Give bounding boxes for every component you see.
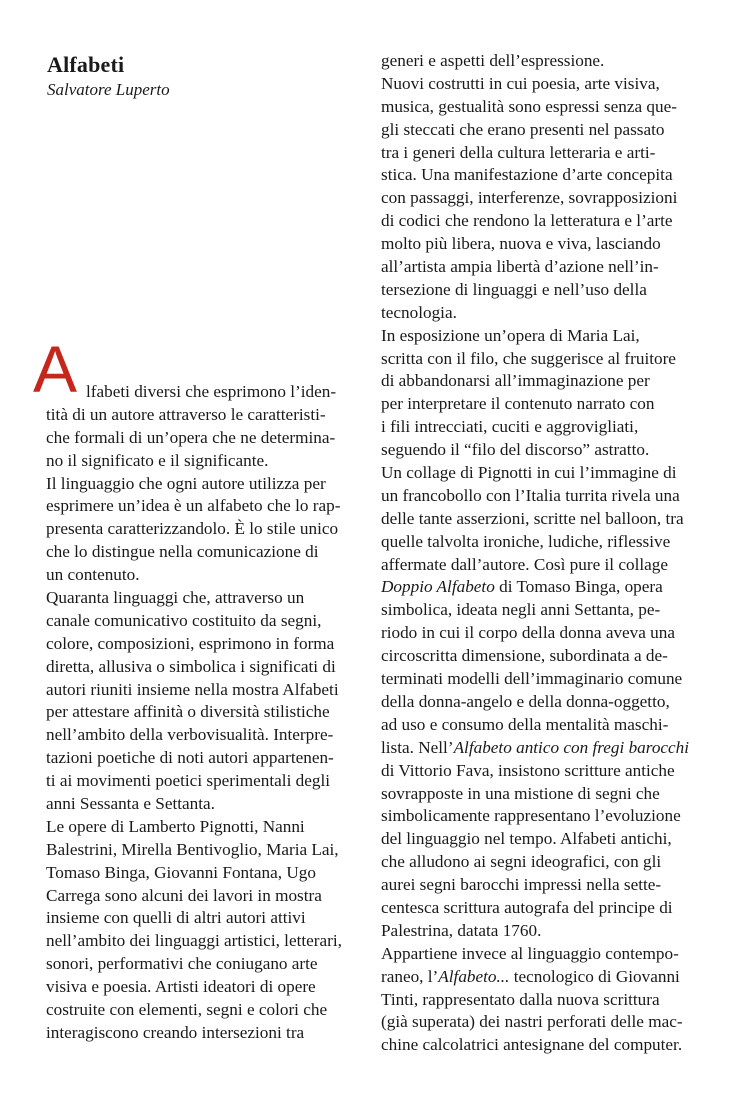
text-line: quelle talvolta ironiche, ludiche, riflessive (381, 531, 671, 551)
text-line: con passaggi, interferenze, sovrapposizioni (381, 188, 678, 208)
text-line: terminati modelli dell’immaginario comune (381, 669, 683, 689)
article-author: Salvatore Luperto (47, 80, 170, 99)
text-line: generi e aspetti dell’espressione. (381, 51, 605, 70)
text-line: Le opere di Lamberto Pignotti, Nanni (46, 816, 305, 836)
text-line: diretta, allusiva o simbolica i significati di (46, 656, 336, 676)
text-line: affermate dall’autore. Così pure il collage (381, 554, 668, 574)
text-line: In esposizione un’opera di Maria Lai, (381, 325, 640, 345)
text-line: Appartiene invece al linguaggio contempo- (381, 943, 679, 963)
text-line: per interpretare il contenuto narrato con (381, 394, 655, 414)
text-line: tazioni poetiche di noti autori appartenen- (46, 748, 334, 768)
text-line: di abbandonarsi all’immaginazione per (381, 371, 650, 391)
text-line: visiva e poesia. Artisti ideatori di opere (46, 977, 316, 997)
text-line: tecnologia. (381, 302, 457, 322)
text-line: Il linguaggio che ogni autore utilizza per (46, 473, 326, 493)
text-line: Un collage di Pignotti in cui l’immagine di (381, 463, 677, 483)
text-line: Quaranta linguaggi che, attraverso un (46, 588, 305, 608)
text-line: Carrega sono alcuni dei lavori in mostra (46, 885, 322, 905)
text-line: colore, composizioni, esprimono in forma (46, 633, 335, 653)
text-line: simbolica, ideata negli anni Settanta, pe- (381, 600, 661, 620)
text-line: tersezione di linguaggi e nell’uso della (381, 279, 647, 299)
article-title: Alfabeti (47, 52, 125, 77)
text-line: riodo in cui il corpo della donna aveva una (381, 623, 676, 643)
text-line: simbolicamente rappresentano l’evoluzione (381, 806, 681, 826)
text-line: nell’ambito dei linguaggi artistici, letterari, (46, 931, 342, 951)
text-line: un francobollo con l’Italia turrita rivela una (381, 485, 680, 505)
text-line: centesca scrittura autografa del principe di (381, 897, 673, 917)
text-line: lfabeti diversi che esprimono l’iden- (86, 382, 337, 401)
text-line: (già superata) dei nastri perforati delle mac- (381, 1012, 683, 1032)
text-line: di codici che rendono la letteratura e l’arte (381, 211, 673, 231)
text-line: all’artista ampia libertà d’azione nell’in- (381, 257, 659, 277)
drop-cap: A (33, 332, 78, 406)
text-line: scritta con il filo, che suggerisce al fruitore (381, 348, 676, 368)
text-line: sovrapposte in una mistione di segni che (381, 783, 660, 803)
text-line: Nuovi costrutti in cui poesia, arte visiva, (381, 73, 660, 93)
text-line: interagiscono creando intersezioni tra (46, 1022, 305, 1042)
text-line: seguendo il “filo del discorso” astratto. (381, 440, 650, 460)
text-line: costruite con elementi, segni e colori che (46, 1000, 328, 1020)
text-line: della donna-angelo e della donna-oggetto, (381, 691, 670, 711)
left-column (46, 381, 342, 1045)
text-line: musica, gestualità sono espressi senza que- (381, 96, 677, 116)
text-line: autori riuniti insieme nella mostra Alfabeti (46, 679, 339, 699)
text-line: che lo distingue nella comunicazione di (46, 542, 319, 562)
text-line: tra i generi della cultura letteraria e arti- (381, 142, 656, 162)
text-line: un contenuto. (46, 565, 140, 585)
text-line: i fili intrecciati, cuciti e aggrovigliati, (381, 417, 639, 437)
text-line: anni Sessanta e Settanta. (46, 794, 215, 814)
text-line: molto più libera, nuova e viva, lasciando (381, 234, 661, 254)
text-line: lista. Nell’Alfabeto antico con fregi barocchi (381, 737, 690, 757)
text-line: Palestrina, datata 1760. (381, 920, 542, 940)
right-column (381, 50, 689, 1057)
text-line: esprimere un’idea è un alfabeto che lo rap- (46, 496, 341, 516)
text-line: sonori, performativi che coniugano arte (46, 954, 318, 974)
text-line: ad uso e consumo della mentalità maschi- (381, 714, 669, 734)
text-line: Doppio Alfabeto di Tomaso Binga, opera (381, 577, 663, 597)
text-line: presenta caratterizzandolo. È lo stile unico (46, 519, 339, 539)
text-line: che alludono ai segni ideografici, con gli (381, 852, 662, 872)
text-line: Tinti, rappresentato dalla nuova scrittura (381, 989, 660, 1009)
text-line: canale comunicativo costituito da segni, (46, 610, 322, 630)
text-line: stica. Una manifestazione d’arte concepita (381, 165, 673, 185)
text-line: Tomaso Binga, Giovanni Fontana, Ugo (46, 862, 316, 882)
text-line: insieme con quelli di altri autori attivi (46, 908, 306, 928)
text-line: circoscritta dimensione, subordinata a de- (381, 646, 668, 666)
text-line: gli steccati che erano presenti nel passato (381, 119, 665, 139)
text-line: tità di un autore attraverso le caratteristi- (46, 404, 326, 424)
text-line: chine calcolatrici antesignane del computer. (381, 1035, 683, 1055)
text-line: nell’ambito della verbovisualità. Interpre- (46, 725, 334, 745)
text-line: aurei segni barocchi impressi nella sette- (381, 875, 662, 895)
text-line: no il significato e il significante. (46, 450, 269, 470)
text-line: che formali di un’opera che ne determina- (46, 427, 336, 447)
text-line: per attestare affinità o diversità stilistiche (46, 702, 330, 722)
text-line: del linguaggio nel tempo. Alfabeti antichi, (381, 829, 672, 849)
text-line: delle tante asserzioni, scritte nel balloon, tra (381, 508, 684, 528)
text-line: ti ai movimenti poetici sperimentali degli (46, 771, 331, 791)
text-line: di Vittorio Fava, insistono scritture antiche (381, 760, 675, 780)
text-line: Balestrini, Mirella Bentivoglio, Maria Lai, (46, 839, 339, 859)
text-line: raneo, l’Alfabeto... tecnologico di Giovanni (381, 966, 680, 986)
